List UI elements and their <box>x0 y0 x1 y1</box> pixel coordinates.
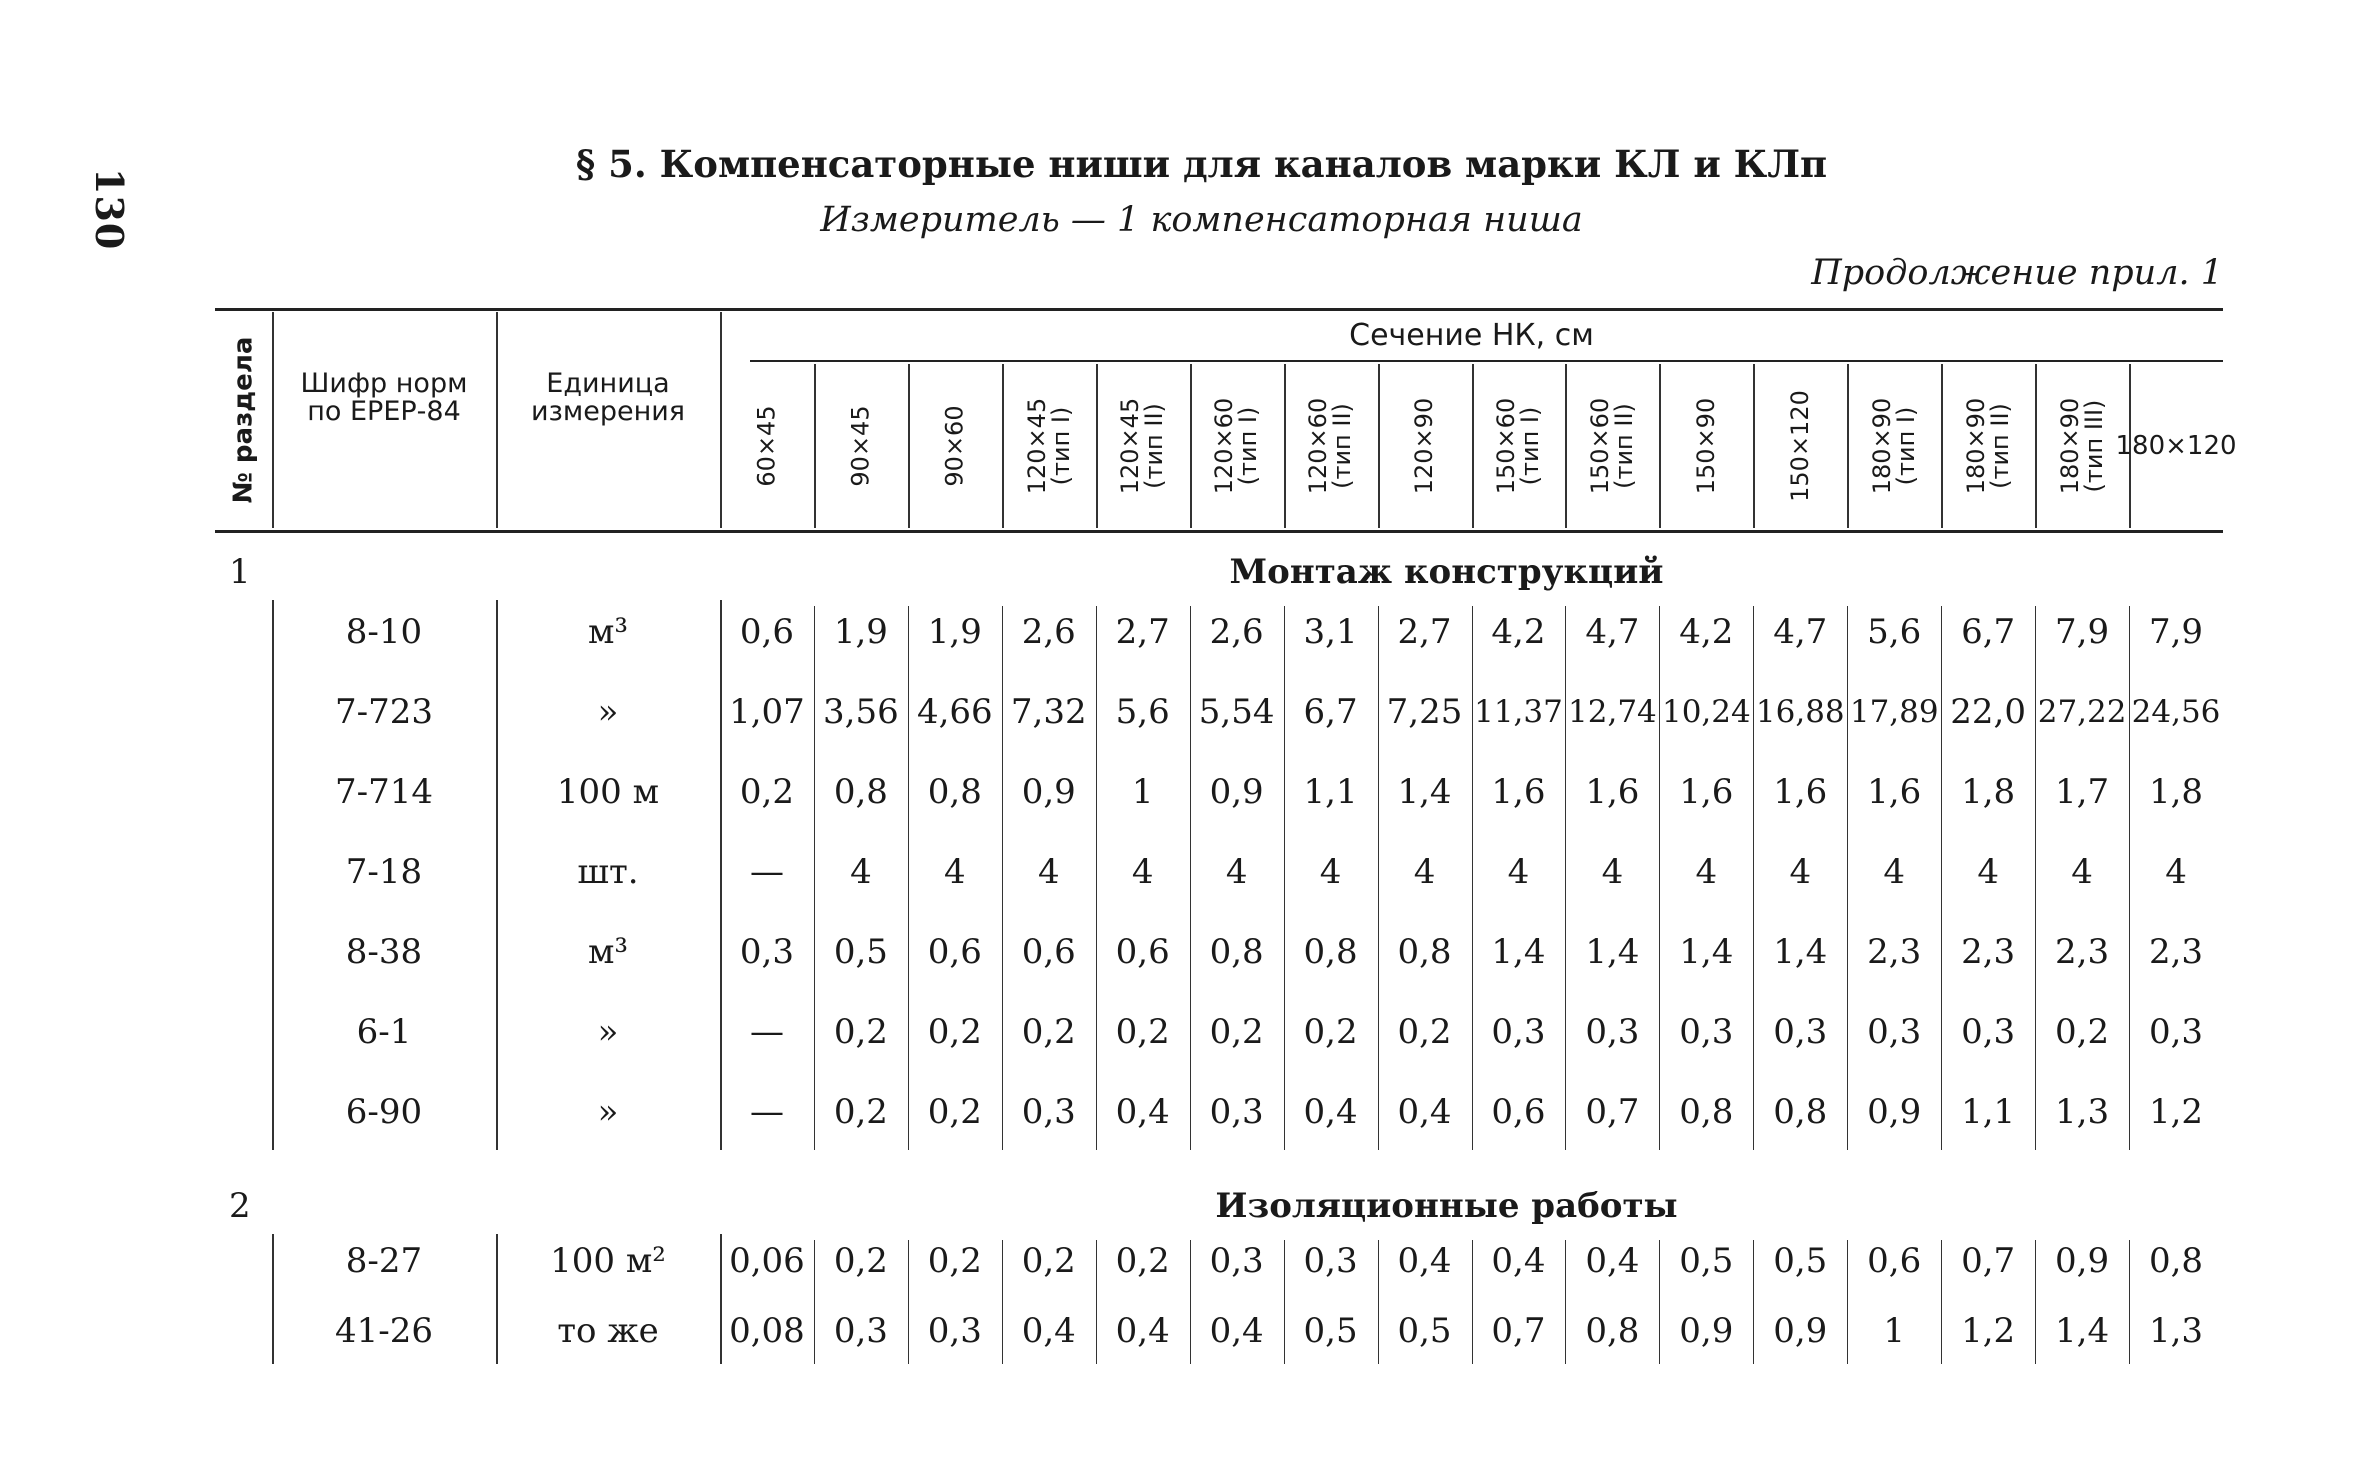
row-value: 4 <box>944 852 966 892</box>
row-value: 0,8 <box>2148 1241 2204 1281</box>
page-title: § 5. Компенсаторные ниши для каналов марки КЛ и КЛп <box>575 142 1828 186</box>
row-value: 0,3 <box>1585 1012 1640 1052</box>
header-col-label: 120×45 (тип I) <box>1022 397 1075 495</box>
row-value: 6,7 <box>1303 692 1358 732</box>
body-divider-col <box>1284 606 1285 1150</box>
row-value: 16,88 <box>1755 694 1845 730</box>
row-code: 8-38 <box>345 932 423 972</box>
row-value: 4,66 <box>916 692 993 732</box>
row-value: 11,37 <box>1474 694 1563 730</box>
row-value: 1,2 <box>2148 1092 2204 1132</box>
row-value: 0,4 <box>1303 1092 1358 1132</box>
row-value: 0,5 <box>1773 1241 1828 1281</box>
row-value: 0,8 <box>927 772 982 812</box>
row-value: 7,32 <box>1010 692 1087 732</box>
row-unit: шт. <box>577 852 639 892</box>
row-value: 0,7 <box>1585 1092 1640 1132</box>
row-value: 1 <box>1131 772 1154 812</box>
body-divider-col <box>1284 1240 1285 1364</box>
section-number: 1 <box>229 552 251 592</box>
body-divider-col <box>2035 1240 2036 1364</box>
row-value: 0,6 <box>1491 1092 1546 1132</box>
body-divider-col <box>2035 606 2036 1150</box>
row-value: 0,3 <box>1491 1012 1546 1052</box>
row-value: 0,9 <box>2055 1241 2110 1281</box>
header-col <box>720 364 814 528</box>
header-col <box>1472 364 1566 528</box>
row-value: 3,1 <box>1303 612 1358 652</box>
row-value: 1,4 <box>1773 932 1828 972</box>
row-value: 0,08 <box>729 1311 805 1351</box>
row-value: 1,4 <box>2055 1311 2110 1351</box>
row-value: 4,2 <box>1491 612 1546 652</box>
group-header-rule <box>750 360 2223 362</box>
row-code: 41-26 <box>334 1311 433 1351</box>
row-value: 0,8 <box>833 772 888 812</box>
row-value: 4,7 <box>1773 612 1828 652</box>
row-value: 1,7 <box>2055 772 2110 812</box>
row-value: 0,3 <box>1961 1012 2016 1052</box>
header-col <box>1659 364 1753 528</box>
row-value: 7,9 <box>2055 612 2110 652</box>
row-value: 5,6 <box>1115 692 1170 732</box>
row-value: 0,5 <box>833 932 888 972</box>
header-code: Шифр норм по ЕРЕР-84 <box>300 368 468 427</box>
body-divider-col <box>1753 606 1754 1150</box>
row-value: 0,4 <box>1209 1311 1264 1351</box>
row-value: 4 <box>1789 852 1812 892</box>
row-value: 27,22 <box>2037 694 2127 730</box>
row-value: 0,2 <box>1021 1012 1076 1052</box>
body-divider-col <box>1472 1240 1473 1364</box>
body-divider-col <box>1941 606 1942 1150</box>
header-col-label: 90×60 <box>940 405 969 487</box>
row-value: 2,6 <box>1021 612 1076 652</box>
row-value: 0,7 <box>1961 1241 2016 1281</box>
row-value: 0,3 <box>927 1311 982 1351</box>
row-value: 0,3 <box>1773 1012 1828 1052</box>
row-value: 0,2 <box>1115 1241 1170 1281</box>
row-value: 0,6 <box>1115 932 1170 972</box>
row-value: 0,8 <box>1303 932 1358 972</box>
row-value: 0,9 <box>1679 1311 1734 1351</box>
row-value: 0,6 <box>1867 1241 1922 1281</box>
row-value: 2,6 <box>1209 612 1264 652</box>
row-value: 0,5 <box>1303 1311 1358 1351</box>
row-value: 1,2 <box>1961 1311 2016 1351</box>
body-divider-col <box>1847 1240 1848 1364</box>
row-unit: » <box>597 1012 619 1052</box>
body-divider-col <box>1096 1240 1097 1364</box>
row-value: 2,7 <box>1397 612 1452 652</box>
row-value: 1,3 <box>2055 1092 2110 1132</box>
row-value: 2,3 <box>1961 932 2016 972</box>
row-value: 4 <box>1695 852 1718 892</box>
body-divider-col <box>1941 1240 1942 1364</box>
row-value: 2,3 <box>2148 932 2204 972</box>
row-value: 0,9 <box>1867 1092 1922 1132</box>
row-value: 4 <box>1319 852 1342 892</box>
header-col <box>1284 364 1378 528</box>
header-unit: Единица измерения <box>530 368 686 427</box>
row-value: 0,3 <box>1303 1241 1358 1281</box>
body-divider-col <box>1190 606 1191 1150</box>
row-value: — <box>749 1012 784 1052</box>
body-divider-col <box>814 606 815 1150</box>
header-col <box>1096 364 1190 528</box>
row-value: 0,3 <box>1867 1012 1922 1052</box>
row-value: 1,8 <box>2148 772 2204 812</box>
row-unit: » <box>597 1092 619 1132</box>
page-number: 130 <box>87 168 132 251</box>
section-number: 2 <box>229 1186 251 1226</box>
row-value: 1,4 <box>1491 932 1546 972</box>
header-col-label: 120×45 (тип II) <box>1116 397 1169 495</box>
body-divider <box>496 600 498 1150</box>
header-section-no-label: № раздела <box>228 336 259 504</box>
row-value: 1,4 <box>1585 932 1640 972</box>
row-unit: » <box>597 692 619 732</box>
section-title: Изоляционные работы <box>1215 1186 1678 1226</box>
body-divider-col <box>1002 1240 1003 1364</box>
row-value: 7,25 <box>1386 692 1463 732</box>
row-value: 4 <box>850 852 872 892</box>
row-unit: 100 м² <box>550 1241 666 1281</box>
row-value: 0,2 <box>927 1092 982 1132</box>
row-value: 0,3 <box>2148 1012 2204 1052</box>
row-value: 1,8 <box>1961 772 2016 812</box>
header-col <box>1941 364 2035 528</box>
row-code: 7-714 <box>334 772 433 812</box>
row-value: 0,7 <box>1491 1311 1546 1351</box>
row-value: 2,3 <box>1867 932 1922 972</box>
row-value: 0,4 <box>1585 1241 1640 1281</box>
row-value: 1,9 <box>833 612 888 652</box>
row-value: 0,8 <box>1397 932 1452 972</box>
body-divider-col <box>1847 606 1848 1150</box>
header-col-label: 60×45 <box>752 405 781 487</box>
row-value: 4,2 <box>1679 612 1734 652</box>
row-value: 0,8 <box>1773 1092 1828 1132</box>
row-value: 0,2 <box>2055 1012 2110 1052</box>
row-code: 7-723 <box>334 692 433 732</box>
row-value: 0,4 <box>1115 1311 1170 1351</box>
row-value: 2,7 <box>1115 612 1170 652</box>
header-col-label: 120×90 <box>1410 397 1439 495</box>
body-divider-col <box>1472 606 1473 1150</box>
header-col-label: 180×90 (тип III) <box>2056 397 2109 495</box>
row-value: 10,24 <box>1661 694 1751 730</box>
row-value: 0,9 <box>1773 1311 1828 1351</box>
row-value: 0,9 <box>1021 772 1076 812</box>
row-value: 0,4 <box>1397 1092 1452 1132</box>
row-value: 0,2 <box>739 772 794 812</box>
header-col-label: 120×60 (тип I) <box>1210 397 1263 495</box>
header-col <box>1565 364 1659 528</box>
header-section-no <box>215 312 272 528</box>
body-divider-col <box>2129 606 2130 1150</box>
header-col-label: 180×90 (тип II) <box>1962 397 2015 495</box>
body-divider <box>496 1234 498 1364</box>
body-divider-col <box>908 606 909 1150</box>
row-value: 1,6 <box>1867 772 1922 812</box>
row-value: 4 <box>1601 852 1624 892</box>
row-value: 0,06 <box>729 1241 805 1281</box>
row-value: 4 <box>2165 852 2187 892</box>
page-subtitle: Измеритель — 1 компенсаторная ниша <box>820 200 1583 240</box>
body-divider-col <box>1190 1240 1191 1364</box>
body-divider-col <box>1565 606 1566 1150</box>
header-col <box>908 364 1002 528</box>
body-divider <box>272 600 274 1150</box>
body-divider-col <box>1002 606 1003 1150</box>
row-value: 4 <box>1225 852 1248 892</box>
row-value: 0,3 <box>1209 1241 1264 1281</box>
row-value: 1,6 <box>1679 772 1734 812</box>
row-code: 6-90 <box>345 1092 423 1132</box>
row-unit: то же <box>557 1311 659 1351</box>
row-value: 4 <box>1413 852 1436 892</box>
row-unit: м³ <box>587 612 629 652</box>
row-code: 8-10 <box>345 612 423 652</box>
row-value: 5,6 <box>1867 612 1922 652</box>
body-divider-col <box>1753 1240 1754 1364</box>
header-col-label: 150×60 (тип II) <box>1586 397 1639 495</box>
row-value: 4 <box>1131 852 1154 892</box>
header-col <box>1378 364 1472 528</box>
row-value: 0,2 <box>833 1241 888 1281</box>
row-value: 0,3 <box>1021 1092 1076 1132</box>
row-value: 0,2 <box>1303 1012 1358 1052</box>
body-divider <box>720 1234 722 1364</box>
body-divider <box>272 1234 274 1364</box>
body-divider-col <box>2129 1240 2130 1364</box>
row-value: 12,74 <box>1568 694 1657 730</box>
row-value: 0,8 <box>1679 1092 1734 1132</box>
row-value: 1,6 <box>1491 772 1546 812</box>
row-code: 8-27 <box>345 1241 423 1281</box>
row-value: 0,5 <box>1679 1241 1734 1281</box>
row-value: 0,5 <box>1397 1311 1452 1351</box>
row-code: 7-18 <box>345 852 423 892</box>
row-value: 0,4 <box>1491 1241 1546 1281</box>
row-value: 4 <box>1507 852 1530 892</box>
row-value: 0,2 <box>927 1241 982 1281</box>
row-value: 0,2 <box>833 1092 888 1132</box>
row-value: 0,2 <box>1397 1012 1452 1052</box>
row-value: 4 <box>1883 852 1906 892</box>
header-col <box>1753 364 1847 528</box>
row-value: 0,2 <box>1115 1012 1170 1052</box>
row-value: 0,3 <box>1679 1012 1734 1052</box>
header-col-label: 180×120 <box>2115 431 2237 461</box>
row-value: 4 <box>1977 852 1999 892</box>
section-title: Монтаж конструкций <box>1229 552 1664 592</box>
header-col-label: 150×120 <box>1786 390 1815 502</box>
row-value: 0,3 <box>1209 1092 1264 1132</box>
row-value: 0,3 <box>739 932 794 972</box>
header-col-label: 150×90 <box>1692 397 1721 495</box>
row-value: 0,8 <box>1585 1311 1640 1351</box>
row-value: 0,2 <box>1209 1012 1264 1052</box>
row-value: 0,4 <box>1115 1092 1170 1132</box>
header-col <box>814 364 908 528</box>
table-top-rule <box>215 308 2223 311</box>
row-value: 4,7 <box>1585 612 1640 652</box>
row-value: 0,4 <box>1021 1311 1076 1351</box>
body-divider-col <box>1659 1240 1660 1364</box>
row-value: 3,56 <box>823 692 899 732</box>
header-col <box>1847 364 1941 528</box>
row-unit: м³ <box>587 932 629 972</box>
row-value: 6,7 <box>1961 612 2016 652</box>
row-value: 0,8 <box>1209 932 1264 972</box>
row-value: 1,4 <box>1679 932 1734 972</box>
row-value: 2,3 <box>2055 932 2110 972</box>
row-value: 0,4 <box>1397 1241 1452 1281</box>
header-col <box>1190 364 1284 528</box>
row-value: 24,56 <box>2131 694 2221 730</box>
row-value: 4 <box>2071 852 2093 892</box>
body-divider-col <box>1659 606 1660 1150</box>
header-col-label: 120×60 (тип II) <box>1304 397 1357 495</box>
row-value: 0,6 <box>1021 932 1076 972</box>
row-value: 0,9 <box>1209 772 1264 812</box>
row-value: 17,89 <box>1849 694 1939 730</box>
row-value: — <box>749 1092 784 1132</box>
row-value: — <box>749 852 784 892</box>
row-value: 1,1 <box>1961 1092 2016 1132</box>
body-divider-col <box>814 1240 815 1364</box>
row-value: 1,9 <box>927 612 982 652</box>
row-value: 22,0 <box>1950 692 2026 732</box>
row-value: 0,2 <box>1021 1241 1076 1281</box>
body-divider-col <box>1565 1240 1566 1364</box>
row-value: 0,2 <box>833 1012 888 1052</box>
header-col <box>1002 364 1096 528</box>
row-value: 5,54 <box>1198 692 1275 732</box>
row-value: 0,3 <box>833 1311 888 1351</box>
row-unit: 100 м <box>556 772 660 812</box>
body-divider <box>720 600 722 1150</box>
continuation-note: Продолжение прил. 1 <box>1811 253 2223 293</box>
row-value: 4 <box>1037 852 1060 892</box>
header-col-label: 90×45 <box>846 405 875 487</box>
header-bottom-rule <box>215 530 2223 533</box>
header-group: Сечение НК, см <box>1349 318 1594 353</box>
row-value: 1,6 <box>1773 772 1828 812</box>
row-value: 1,07 <box>729 692 805 732</box>
body-divider-col <box>1378 606 1379 1150</box>
norms-table <box>215 308 2237 1351</box>
body-divider-col <box>1096 606 1097 1150</box>
row-value: 0,2 <box>927 1012 982 1052</box>
row-value: 1 <box>1883 1311 1906 1351</box>
row-value: 1,6 <box>1585 772 1640 812</box>
header-col-label: 150×60 (тип I) <box>1492 397 1545 495</box>
row-value: 0,6 <box>739 612 794 652</box>
row-value: 1,3 <box>2148 1311 2204 1351</box>
row-value: 0,6 <box>927 932 982 972</box>
body-divider-col <box>1378 1240 1379 1364</box>
row-value: 1,1 <box>1303 772 1358 812</box>
row-value: 7,9 <box>2148 612 2204 652</box>
row-value: 1,4 <box>1397 772 1452 812</box>
header-col-label: 180×90 (тип I) <box>1868 397 1921 495</box>
row-code: 6-1 <box>356 1012 412 1052</box>
body-divider-col <box>908 1240 909 1364</box>
